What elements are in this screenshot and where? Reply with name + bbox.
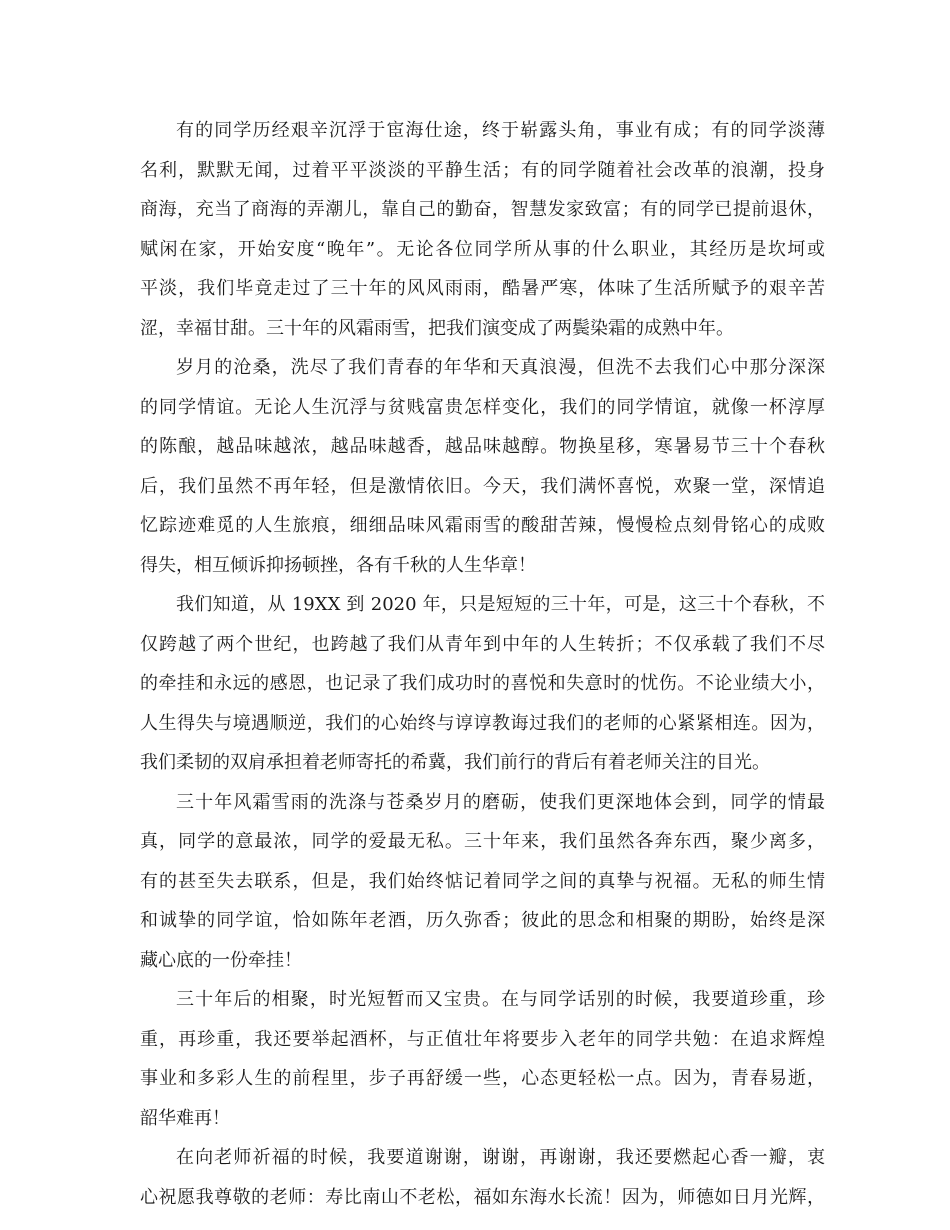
text-line: 赋闲在家，开始安度“晚年”。无论各位同学所从事的什么职业，其经历是坎坷或 <box>140 238 825 260</box>
paragraph-6 <box>140 1138 825 1217</box>
text-line: 平淡，我们毕竟走过了三十年的风风雨雨，酷暑严寒，体味了生活所赋予的艰辛苦 <box>140 278 825 299</box>
text-line: 真，同学的意最浓，同学的爱最无私。三十年来，我们虽然各奔东西，聚少离多， <box>140 831 825 852</box>
text-line: 有的同学历经艰辛沉浮于宦海仕途，终于崭露头角，事业有成；有的同学淡薄 <box>176 120 825 141</box>
text-line: 岁月的沧桑，洗尽了我们青春的年华和天真浪漫，但洗不去我们心中那分深深 <box>176 357 825 378</box>
text-line: 的同学情谊。无论人生沉浮与贫贱富贵怎样变化，我们的同学情谊，就像一杯淳厚 <box>140 396 825 418</box>
text-line: 藏心底的一份牵挂！ <box>140 949 302 971</box>
text-line: 的陈酿，越品味越浓，越品味越香，越品味越醇。物换星移，寒暑易节三十个春秋 <box>140 436 825 457</box>
paragraph-3 <box>140 585 825 783</box>
text-line: 商海，充当了商海的弄潮儿，靠自己的勤奋，智慧发家致富；有的同学已提前退休， <box>140 199 825 220</box>
text-line: 在向老师祈福的时候，我要道谢谢，谢谢，再谢谢，我还要燃起心香一瓣，衷 <box>176 1147 825 1168</box>
text-line: 有的甚至失去联系，但是，我们始终惦记着同学之间的真挚与祝福。无私的师生情 <box>140 870 825 892</box>
text-line: 重，再珍重，我还要举起酒杯，与正值壮年将要步入老年的同学共勉：在追求辉煌 <box>140 1028 825 1050</box>
text-line: 仅跨越了两个世纪，也跨越了我们从青年到中年的人生转折；不仅承载了我们不尽 <box>140 633 825 655</box>
text-line: 三十年风霜雪雨的洗涤与苍桑岁月的磨砺，使我们更深地体会到，同学的情最 <box>176 791 825 813</box>
text-line: 后，我们虽然不再年轻，但是激情依旧。今天，我们满怀喜悦，欢聚一堂，深情追 <box>140 475 825 497</box>
text-line: 人生得失与境遇顺逆，我们的心始终与谆谆教诲过我们的老师的心紧紧相连。因为， <box>140 712 825 734</box>
document-body <box>140 111 825 1217</box>
text-line: 名利，默默无闻，过着平平淡淡的平静生活；有的同学随着社会改革的浪潮，投身 <box>140 159 825 181</box>
text-line: 韶华难再！ <box>140 1107 230 1129</box>
paragraph-1 <box>140 111 825 348</box>
text-line: 涩，幸福甘甜。三十年的风霜雨雪，把我们演变成了两鬓染霜的成熟中年。 <box>140 317 734 339</box>
text-line: 和诚挚的同学谊，恰如陈年老酒，历久弥香；彼此的思念和相聚的期盼，始终是深 <box>140 910 825 931</box>
text-line: 的牵挂和永远的感恩，也记录了我们成功时的喜悦和失意时的忧伤。不论业绩大小， <box>140 673 825 694</box>
text-line: 事业和多彩人生的前程里，步子再舒缓一些，心态更轻松一点。因为，青春易逝， <box>140 1068 825 1089</box>
text-line: 三十年后的相聚，时光短暂而又宝贵。在与同学话别的时候，我要道珍重，珍 <box>176 989 825 1010</box>
paragraph-5 <box>140 980 825 1138</box>
text-line: 我们柔韧的双肩承担着老师寄托的希冀，我们前行的背后有着老师关注的目光。 <box>140 752 770 773</box>
text-line: 忆踪迹难觅的人生旅痕，细细品味风霜雨雪的酸甜苦辣，慢慢检点刻骨铭心的成败 <box>140 515 825 536</box>
text-line: 我们知道，从 19XX 到 2020 年，只是短短的三十年，可是，这三十个春秋，不 <box>176 594 825 615</box>
paragraph-2 <box>140 348 825 585</box>
text-line: 得失，相互倾诉抑扬顿挫，各有千秋的人生华章！ <box>140 554 536 576</box>
paragraph-4 <box>140 783 825 981</box>
text-line: 心祝愿我尊敬的老师：寿比南山不老松，福如东海水长流！因为，师德如日月光辉， <box>140 1186 825 1208</box>
